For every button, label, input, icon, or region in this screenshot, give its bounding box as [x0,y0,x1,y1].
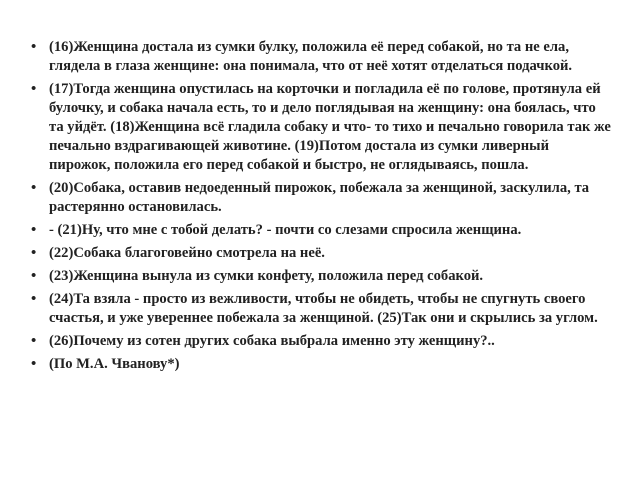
paragraph-24-25: • (24)Та взяла - просто из вежливости, чтобы не обидеть, чтобы не спугнуть своего счастья, и уже увереннее побежала за женщиной. (25)Так они и скрылись за углом. [30,290,612,328]
paragraph-17-19: • (17)Тогда женщина опустилась на корточки и погладила её по голове, протянула ей булочку, и собака начала есть, то и дело поглядывая на женщину: она боялась, что та уйдёт. (18)Женщина всё гладила собаку и что- то тихо и печально говорила так же печально вздрагивающей животине. (19)Потом достала из сумки ливерный пирожок, положила его перед собакой и быстро, не оглядываясь, пошла. [30,80,612,175]
paragraph-26: • (26)Почему из сотен других собака выбрала именно эту женщину?.. [30,332,612,351]
paragraph-20: • (20)Собака, оставив недоеденный пирожок, побежала за женщиной, заскулила, та растерянно остановилась. [30,179,612,217]
source-attribution: • (По М.А. Чванову*) [30,355,612,374]
text-list [30,38,612,374]
paragraph-21: • - (21)Ну, что мне с тобой делать? - почти со слезами спросила женщина. [30,221,612,240]
paragraph-22: • (22)Собака благоговейно смотрела на неё. [30,244,612,263]
paragraph-16: • (16)Женщина достала из сумки булку, положила её перед собакой, но та не ела, глядела в глаза женщине: она понимала, что от неё хотят отделаться подачкой. [30,38,612,76]
paragraph-23: • (23)Женщина вынула из сумки конфету, положила перед собакой. [30,267,612,286]
